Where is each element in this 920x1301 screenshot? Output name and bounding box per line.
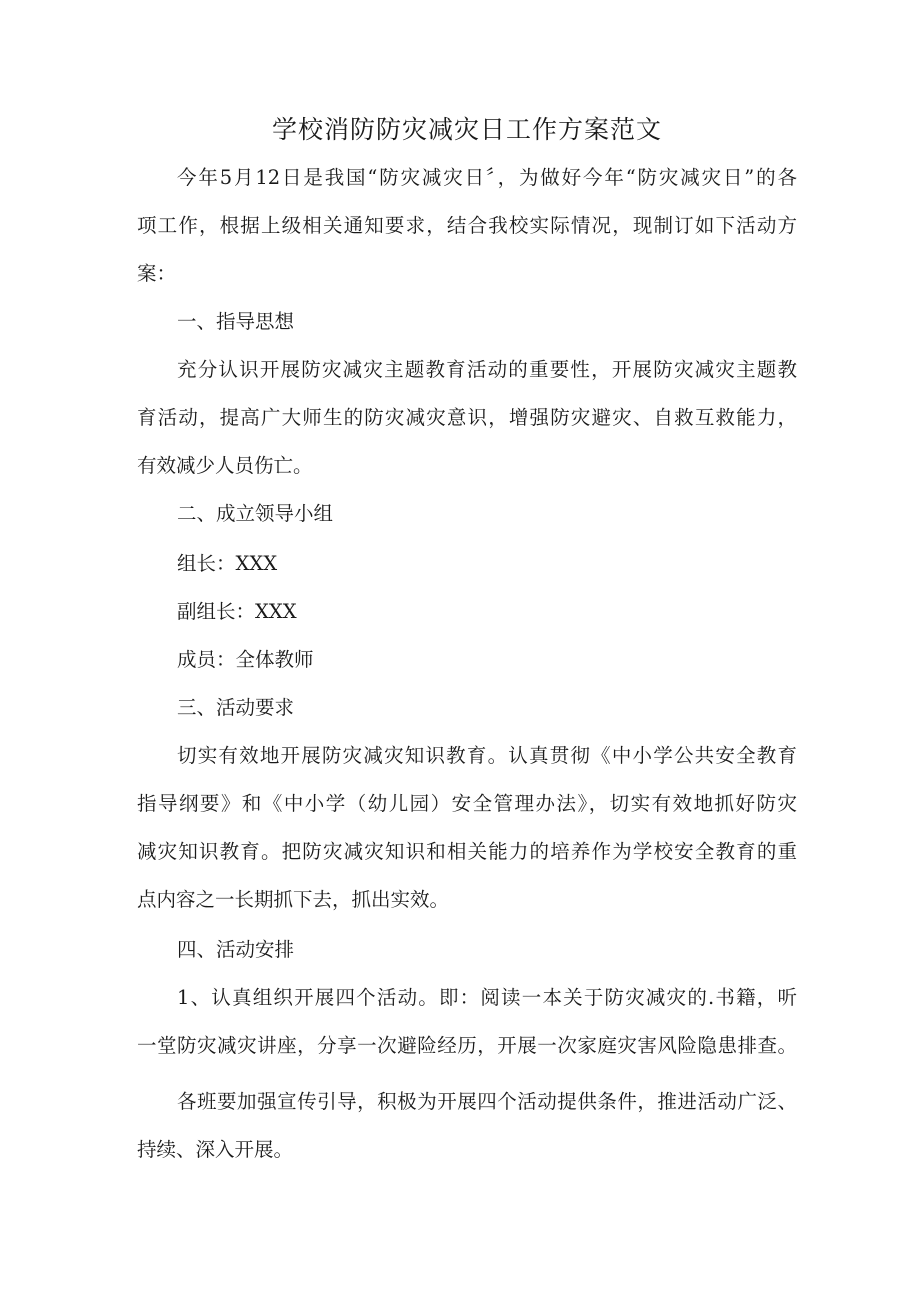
intro-line-1: 今年5月12日是我国“防灾减灾日〞，为做好今年“防灾减灾日”的各 [177, 166, 797, 189]
intro-paragraph [137, 154, 797, 298]
section4-item1-line-2: 一堂防灾减灾讲座，分享一次避险经历，开展一次家庭灾害风险隐患排查。 [137, 1034, 797, 1057]
section3-line-3: 减灾知识教育。把防灾减灾知识和相关能力的培养作为学校安全教育的重 [137, 840, 797, 863]
section4-heading: 四、活动安排 [177, 938, 295, 961]
section4-item2-line-1: 各班要加强宣传引导，积极为开展四个活动提供条件，推进活动广泛、 [177, 1090, 797, 1113]
section4-item2 [137, 1078, 797, 1174]
section4-item2-line-2: 持续、深入开展。 [137, 1138, 294, 1161]
intro-line-3: 案： [137, 262, 177, 285]
section4-item1-line-1: 1、认真组织开展四个活动。即：阅读一本关于防灾减灾的.书籍，听 [177, 986, 797, 1009]
section4-item1 [137, 974, 797, 1070]
section3-line-1: 切实有效地开展防灾减灾知识教育。认真贯彻《中小学公共安全教育 [177, 744, 797, 767]
section1-line-3: 有效减少人员伤亡。 [137, 454, 313, 477]
document-title: 学校消防防灾减灾日工作方案范文 [271, 115, 662, 144]
section1-line-2: 育活动，提高广大师生的防灾减灾意识，增强防灾避灾、自救互救能力， [137, 406, 797, 429]
intro-line-2: 项工作，根据上级相关通知要求，结合我校实际情况，现制订如下活动方 [137, 214, 797, 237]
section3-line-2: 指导纲要》和《中小学（幼儿园）安全管理办法》，切实有效地抓好防灾 [137, 792, 797, 815]
section1-heading: 一、指导思想 [177, 310, 295, 333]
group-members: 成员：全体教师 [177, 648, 314, 671]
group-leader: 组长：XXX [177, 552, 278, 575]
section1-paragraph [137, 346, 797, 490]
section1-line-1: 充分认识开展防灾减灾主题教育活动的重要性，开展防灾减灾主题教 [177, 358, 797, 381]
section3-heading: 三、活动要求 [177, 696, 295, 719]
section2-heading: 二、成立领导小组 [177, 502, 334, 525]
section3-line-4: 点内容之一长期抓下去，抓出实效。 [137, 888, 450, 911]
group-deputy-leader: 副组长：XXX [177, 600, 297, 623]
section3-paragraph [137, 732, 797, 924]
